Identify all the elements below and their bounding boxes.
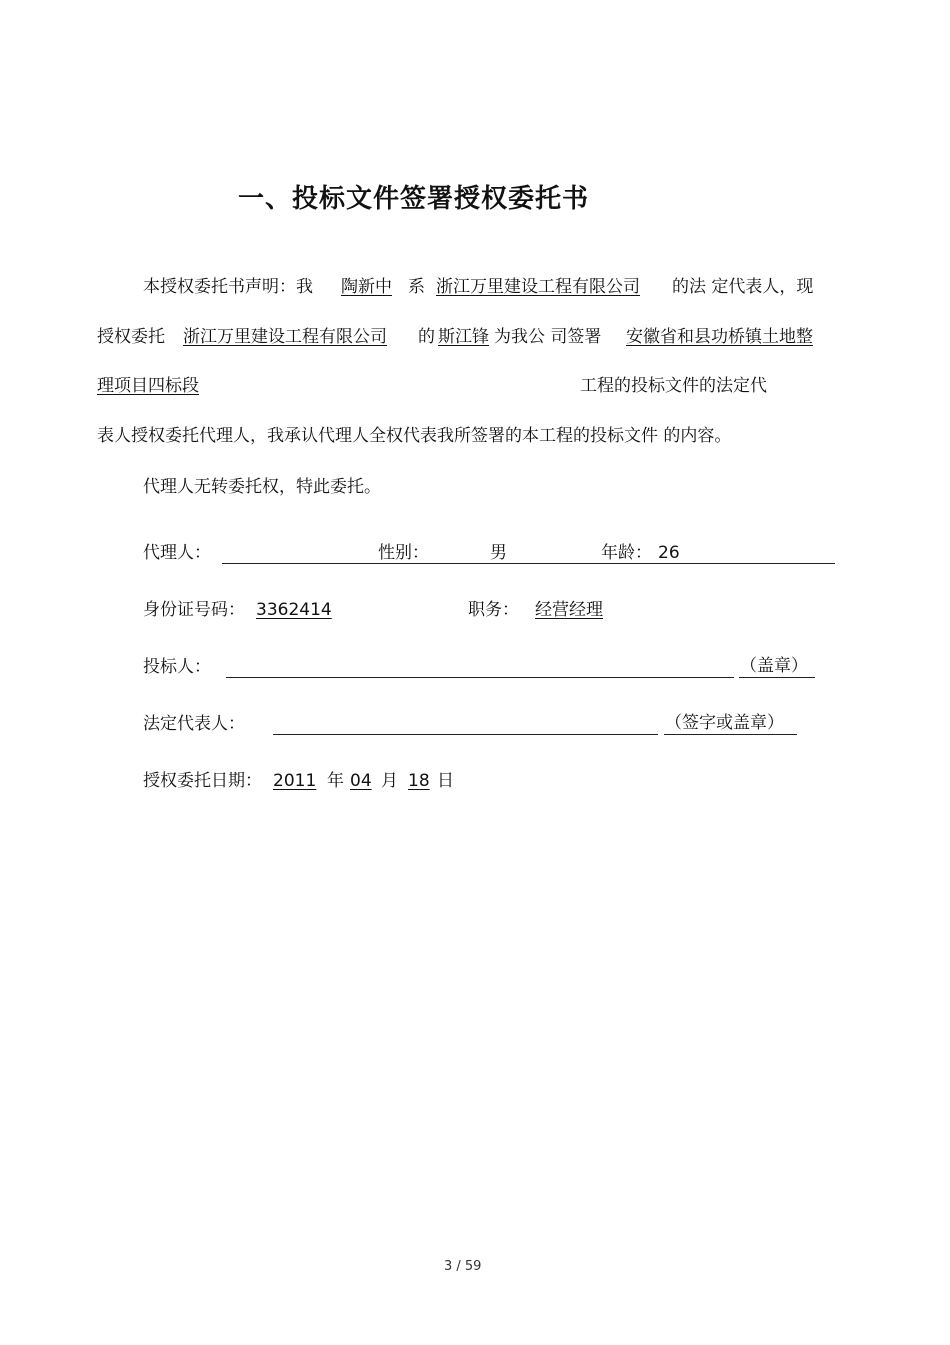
declaration-text: 的法 定代表人，现: [672, 277, 814, 297]
agent-label: 代理人：: [143, 543, 211, 563]
bidder-label: 投标人：: [143, 657, 211, 677]
declaration-text: 为我公 司签署: [494, 327, 602, 347]
project-name: 理项目四标段: [97, 376, 199, 396]
date-year: 2011: [273, 771, 317, 791]
seal-field-line: [739, 677, 815, 678]
declaration-text: 工程的投标文件的法定代: [580, 376, 767, 396]
bidder-field-line: [226, 677, 734, 678]
date-month: 04: [350, 771, 372, 791]
age-value: 26: [658, 543, 680, 563]
date-year-unit: 年: [327, 771, 344, 791]
company-name: 浙江万里建设工程有限公司: [436, 277, 640, 297]
declaration-text: 授权委托: [97, 327, 165, 347]
declaration-text: 表人授权委托代理人，我承认代理人全权代表我所签署的本工程的投标文件 的内容。: [97, 426, 732, 446]
id-number-value: 3362414: [256, 600, 332, 620]
declaration-text: 的: [418, 327, 435, 347]
date-label: 授权委托日期：: [143, 771, 262, 791]
date-day: 18: [408, 771, 430, 791]
no-subdelegation-text: 代理人无转委托权，特此委托。: [143, 477, 381, 497]
legal-representative-label: 法定代表人：: [143, 714, 245, 734]
position-label: 职务：: [468, 600, 519, 620]
sign-field-line: [664, 734, 797, 735]
id-number-label: 身份证号码：: [143, 600, 245, 620]
date-day-unit: 日: [437, 771, 454, 791]
gender-label: 性别：: [378, 543, 429, 563]
agent-name: 斯江锋: [438, 327, 489, 347]
seal-note: （盖章）: [740, 656, 808, 676]
declaration-text: 本授权委托书声明：我: [143, 277, 313, 297]
page-number: 3 / 59: [444, 1259, 482, 1274]
project-name: 安徽省和县功桥镇土地整: [626, 327, 813, 347]
document-title: 一、投标文件签署授权委托书: [238, 184, 590, 214]
agent-field-line: [222, 563, 835, 564]
legal-representative-field-line: [273, 734, 658, 735]
legal-representative-name: 陶新中: [341, 277, 392, 297]
gender-value: 男: [490, 543, 507, 563]
position-value: 经营经理: [535, 600, 603, 620]
date-month-unit: 月: [381, 771, 398, 791]
age-label: 年龄：: [601, 543, 652, 563]
company-name: 浙江万里建设工程有限公司: [183, 327, 387, 347]
declaration-text: 系: [408, 277, 425, 297]
sign-or-seal-note: （签字或盖章）: [665, 713, 784, 733]
